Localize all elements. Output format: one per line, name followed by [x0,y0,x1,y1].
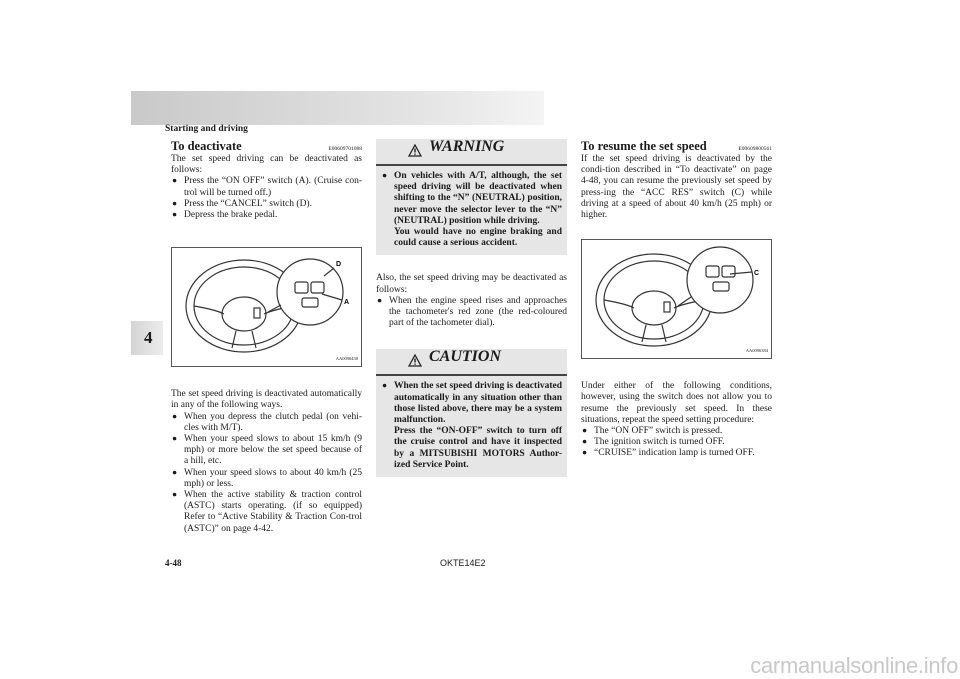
list-item: ● When the engine speed rises and approaches the tachometer's red zone (the red-coloured part of the tachometer dial). [389,296,567,330]
steering-wheel-illustration [582,240,771,358]
column-1 [171,139,362,535]
chapter-number: 4 [144,328,153,347]
figure-label-c: C [754,270,760,278]
figure-label-a: A [344,299,350,307]
watermark[interactable]: carmanualsonline.info [750,653,958,678]
list-item: ● Depress the brake pedal. [184,210,362,221]
figure-code: AA0096430 [335,356,358,362]
auto-deactivate-list [171,412,362,535]
warning-box [376,139,567,255]
warning-triangle-icon [408,144,422,157]
list-item: ● Press the “ON OFF” switch (A). (Cruise con-trol will be turned off.) [184,176,362,198]
heading-resume: To resume the set speed E00609800561 [581,139,772,154]
list-item: ● The “ON OFF” switch is pressed. [594,426,772,437]
list-item: ● When you depress the clutch pedal (on vehi-cles with M/T). [184,412,362,434]
page-number: 4-48 [165,558,182,568]
list-item: ● When your speed slows to about 15 km/h (9 mph) or more below the set speed because of a hill, etc. [184,434,362,468]
figure-label-d: D [336,261,342,269]
document-code: OKTE14E2 [440,558,486,568]
conditions-list [581,426,772,460]
resume-text: If the set speed driving is deactivated by the condi-tion described in “To deactivate” on page 4-48, you can resume the previously set speed by press-ing the “ACC RES” switch (C) while driving at a speed of about 40 km/h (25 mph) or higher. [581,154,772,221]
also-text: Also, the set speed driving may be deactivated as follows: [376,273,567,295]
caution-title: CAUTION [429,348,502,366]
column-3 [581,139,772,460]
steering-wheel-figure-2 [581,239,772,359]
list-item: ● Press the “CANCEL” switch (D). [184,199,362,210]
list-item: ● “CRUISE” indication lamp is turned OFF. [594,448,772,459]
list-item: ● The ignition switch is turned OFF. [594,437,772,448]
warning-title: WARNING [429,138,505,155]
caution-item: ● When the set speed driving is deactivated automatically in any situation other than those listed above, there may be a system malfunction. Press the “ON-OFF” switch to turn off the cruise control and have it inspected by a MITSUBISHI MOTORS Author-ized Service Point. [394,381,562,471]
steering-wheel-illustration [172,248,361,366]
heading-deactivate: To deactivate E00609701088 [171,139,362,154]
list-item: ● When your speed slows to about 40 km/h (25 mph) or less. [184,468,362,490]
caution-header [376,349,567,376]
auto-deactivate-text: The set speed driving is deactivated automatically in any of the following ways. [171,389,362,411]
conditions-text: Under either of the following conditions, however, using the switch does not allow you to resume the previously set speed. In these situations, repeat the speed setting procedure: [581,381,772,425]
figure-code: AA0096384 [745,348,768,354]
section-title: Starting and driving [165,124,248,134]
warning-header [376,139,567,166]
deactivate-list [171,176,362,221]
column-2 [376,139,567,477]
warning-item: ● On vehicles with A/T, although, the set speed driving will be deactivated when shifting to the “N” (NEUTRAL) position, never move the selector lever to the “N” (NEUTRAL) position while driving. You would have no engine braking and could cause a serious accident. [394,171,562,249]
header-band [131,91,544,125]
caution-box [376,349,567,477]
list-item: ● When the active stability & traction control (ASTC) starts operating. (if so equipped) Refer to “Active Stability & Traction Con-trol (ASTC)” on page 4-42. [184,490,362,535]
engine-speed-list [376,296,567,330]
chapter-tab [131,321,163,355]
section-code: E00609701088 [328,146,362,152]
caution-triangle-icon [408,354,422,367]
intro-text: The set speed driving can be deactivated as follows: [171,154,362,176]
steering-wheel-figure-1 [171,247,362,367]
section-code: E00609800561 [738,146,772,152]
